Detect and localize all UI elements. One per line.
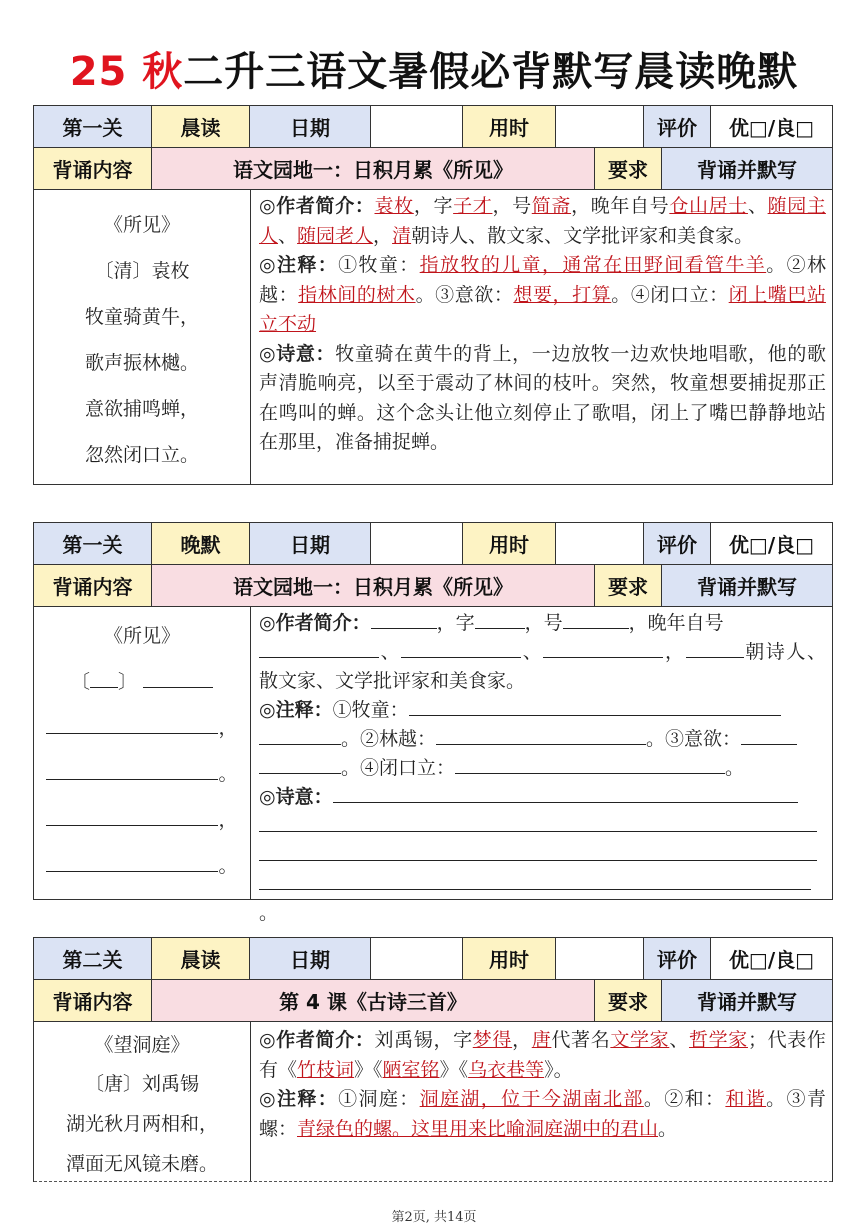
static-text: 。 xyxy=(259,902,279,924)
answer-text: 清 xyxy=(392,224,412,247)
static-text: 、 xyxy=(521,641,544,663)
time-field[interactable] xyxy=(556,106,644,147)
static-text: 朝诗人、散文家、文学批评家和美食家。 xyxy=(411,224,754,247)
recite-label: 背诵内容 xyxy=(34,980,152,1021)
static-text: ， xyxy=(218,809,238,831)
answer-text: 唐 xyxy=(531,1029,552,1051)
static-text: 。③意欲： xyxy=(415,283,514,306)
answer-text: 梦得 xyxy=(472,1029,513,1051)
static-text: 刘禹锡，字 xyxy=(374,1029,473,1051)
author-intro xyxy=(259,192,826,251)
poem-line: 湖光秋月两相和， xyxy=(65,1113,218,1135)
static-text: 代著名 xyxy=(551,1029,611,1051)
answer-text: 袁枚 xyxy=(374,195,414,217)
header-row xyxy=(34,938,832,980)
date-field[interactable] xyxy=(371,938,463,979)
fill-blank[interactable] xyxy=(741,725,797,745)
poem-title: 《所见》 xyxy=(103,214,180,236)
content-body xyxy=(34,1022,832,1182)
static-text: 、 xyxy=(669,1029,689,1051)
rating-options[interactable]: 优□/良□ xyxy=(711,938,832,979)
author-label: ◎作者简介： xyxy=(259,612,371,634)
answer-text: 文学家 xyxy=(610,1029,670,1051)
meaning-text: 牧童骑在黄牛的背上，一边放牧一边欢快地唱歌，他的歌声清脆响亮，以至于震动了林间的枝叶。突然，牧童想要捕捉那正在鸣叫的蝉。这个念头让他立刻停止了歌唱，闭上了嘴巴静静地站在那里，准备捕捉蝉。 xyxy=(259,342,826,453)
fill-blank[interactable] xyxy=(333,783,798,803)
answer-text: 指放牧的儿童，通常在田野间看管牛羊 xyxy=(419,254,767,276)
recite-label: 背诵内容 xyxy=(34,148,152,189)
time-field[interactable] xyxy=(556,523,644,564)
fill-blank[interactable] xyxy=(475,609,525,629)
static-text: 。 xyxy=(218,855,238,877)
static-text: ， xyxy=(218,717,238,739)
poem-dictation xyxy=(34,607,251,899)
answer-text: 乌衣巷等 xyxy=(468,1058,545,1081)
date-label: 日期 xyxy=(250,106,371,147)
section-2-evening-dictation xyxy=(33,522,833,924)
time-label: 用时 xyxy=(463,938,556,979)
answer-text: 指林间的树木 xyxy=(298,283,416,306)
static-text: ，号 xyxy=(492,195,532,217)
fill-blank[interactable] xyxy=(259,725,341,745)
fill-blank[interactable] xyxy=(46,852,218,872)
poem-text xyxy=(34,190,251,484)
rating-label: 评价 xyxy=(644,106,711,147)
fill-blank[interactable] xyxy=(371,609,437,629)
note-label: ◎注释： xyxy=(259,699,333,721)
note-label: ◎注释： xyxy=(259,1088,339,1110)
author-label: ◎作者简介： xyxy=(259,1029,375,1051)
time-label: 用时 xyxy=(463,106,556,147)
poem-line-blank xyxy=(34,797,250,843)
annotations xyxy=(259,1085,826,1144)
answer-text: 随园老人 xyxy=(297,224,374,247)
require-label: 要求 xyxy=(595,565,662,606)
require-label: 要求 xyxy=(595,980,662,1021)
fill-blank[interactable] xyxy=(563,609,629,629)
static-text: 。 xyxy=(658,1117,678,1140)
static-text: ，号 xyxy=(524,612,563,634)
answer-text: 子才 xyxy=(453,195,493,217)
static-text: 。②林越： xyxy=(259,254,826,306)
poem-title: 《所见》 xyxy=(103,625,180,647)
fill-blank[interactable] xyxy=(259,638,379,658)
recite-content: 语文园地一：日积月累《所见》 xyxy=(152,565,595,606)
rating-options[interactable]: 优□/良□ xyxy=(711,523,832,564)
static-text: ，晚年自号 xyxy=(628,612,724,634)
fill-blank[interactable] xyxy=(46,806,218,826)
poem-line-blank xyxy=(34,751,250,797)
poem-line: 意欲捕鸣蝉， xyxy=(84,398,199,420)
static-text: 》《 xyxy=(354,1058,383,1081)
answer-text: 和谐 xyxy=(725,1088,767,1110)
answer-text: 闭上嘴巴站立不动 xyxy=(259,283,826,335)
content-body xyxy=(34,607,832,924)
level-label: 第二关 xyxy=(34,938,152,979)
fill-blank[interactable] xyxy=(46,760,218,780)
poem-line: 牧童骑黄牛， xyxy=(84,306,199,328)
fill-blank[interactable] xyxy=(259,870,811,890)
fill-blank[interactable] xyxy=(259,754,341,774)
title-year: 25 秋 xyxy=(69,49,184,95)
fill-blank[interactable] xyxy=(259,841,817,861)
static-text: 。②和： xyxy=(643,1088,726,1110)
level-label: 第一关 xyxy=(34,106,152,147)
static-text: 、 xyxy=(379,641,402,663)
static-text: ①牧童： xyxy=(332,699,409,721)
static-text: 。④闭口立： xyxy=(611,283,729,306)
page-title xyxy=(0,44,868,100)
require-label: 要求 xyxy=(595,148,662,189)
date-label: 日期 xyxy=(250,938,371,979)
section-1-morning-reading xyxy=(33,105,833,485)
answer-text: 简斋 xyxy=(531,195,572,217)
answer-text: 青绿色的螺。这里用来比喻洞庭湖中的君山 xyxy=(297,1117,659,1140)
annotations xyxy=(259,251,826,340)
meaning-label: ◎诗意： xyxy=(259,786,333,808)
answer-text: 仓山居士 xyxy=(669,195,748,217)
poem-line-blank xyxy=(34,705,250,751)
static-text: ， xyxy=(512,1029,532,1051)
title-main: 二升三语文暑假必背默写晨读晚默 xyxy=(183,49,799,95)
fill-blank[interactable] xyxy=(90,668,118,688)
poem-title: 《望洞庭》 xyxy=(94,1034,190,1056)
poem-author-blank xyxy=(34,659,250,705)
poem-meaning xyxy=(259,783,826,928)
require-value: 背诵并默写 xyxy=(662,980,832,1021)
answer-text: 陋室铭 xyxy=(382,1058,440,1081)
fill-blank[interactable] xyxy=(259,812,817,832)
rating-options[interactable]: 优□/良□ xyxy=(711,106,832,147)
content-body xyxy=(34,190,832,484)
static-text: ， xyxy=(373,224,393,247)
header-row xyxy=(34,523,832,565)
static-text: 。④闭口立： xyxy=(341,757,456,779)
page-number: 第2页, 共14页 xyxy=(391,1210,477,1225)
poem-author: 〔清〕袁枚 xyxy=(94,260,190,282)
static-text: ，晚年自号 xyxy=(571,195,670,217)
content-row xyxy=(34,565,832,607)
fill-blank[interactable] xyxy=(401,638,521,658)
notes-panel xyxy=(251,1022,832,1181)
answer-text: 洞庭湖，位于今湖南北部 xyxy=(419,1088,644,1110)
static-text: 》。 xyxy=(544,1058,573,1081)
date-field[interactable] xyxy=(371,106,463,147)
poem-line: 潭面无风镜未磨。 xyxy=(65,1153,218,1175)
static-text: 、 xyxy=(278,224,298,247)
content-row xyxy=(34,980,832,1022)
annotations xyxy=(259,696,826,783)
static-text: ， xyxy=(663,641,686,663)
recite-label: 背诵内容 xyxy=(34,565,152,606)
date-label: 日期 xyxy=(250,523,371,564)
static-text: 〕 xyxy=(117,671,137,693)
time-field[interactable] xyxy=(556,938,644,979)
meaning-label: ◎诗意： xyxy=(259,342,336,365)
fill-blank[interactable] xyxy=(143,668,213,688)
static-text: ，字 xyxy=(413,195,454,217)
static-text: 、 xyxy=(747,195,768,217)
static-text: 。 xyxy=(725,757,745,779)
static-text: ①洞庭： xyxy=(338,1088,420,1110)
static-text: 。②林越： xyxy=(341,728,437,750)
static-text: ，字 xyxy=(436,612,475,634)
poem-text xyxy=(34,1022,251,1181)
notes-panel xyxy=(251,190,832,484)
poem-line-blank xyxy=(34,843,250,889)
author-label: ◎作者简介： xyxy=(259,195,375,217)
rating-label: 评价 xyxy=(644,938,711,979)
fill-blank[interactable] xyxy=(543,638,663,658)
static-text: 。 xyxy=(218,763,238,785)
require-value: 背诵并默写 xyxy=(662,148,832,189)
author-intro xyxy=(259,1026,826,1085)
content-row xyxy=(34,148,832,190)
recite-content: 语文园地一：日积月累《所见》 xyxy=(152,148,595,189)
static-text: 。③青螺： xyxy=(259,1088,826,1140)
mode-label: 晨读 xyxy=(152,938,250,979)
notes-panel xyxy=(251,607,832,924)
static-text: ；代表作有《 xyxy=(259,1029,826,1081)
note-label: ◎注释： xyxy=(259,254,339,276)
mode-label: 晚默 xyxy=(152,523,250,564)
answer-text: 竹枝词 xyxy=(297,1058,355,1081)
level-label: 第一关 xyxy=(34,523,152,564)
time-label: 用时 xyxy=(463,523,556,564)
header-row xyxy=(34,106,832,148)
static-text: 朝诗人、散文家、文学批评家和美食家。 xyxy=(259,641,826,692)
fill-blank[interactable] xyxy=(46,714,218,734)
require-value: 背诵并默写 xyxy=(662,565,832,606)
answer-text: 哲学家 xyxy=(688,1029,748,1051)
fill-blank[interactable] xyxy=(436,725,646,745)
answer-text: 想要，打算 xyxy=(513,283,612,306)
poem-line: 歌声振林樾。 xyxy=(84,352,199,374)
poem-line: 忽然闭口立。 xyxy=(84,444,199,466)
mode-label: 晨读 xyxy=(152,106,250,147)
fill-blank[interactable] xyxy=(409,696,781,716)
fill-blank[interactable] xyxy=(455,754,725,774)
recite-content: 第 4 课《古诗三首》 xyxy=(152,980,595,1021)
static-text: 》《 xyxy=(439,1058,469,1081)
answer-text: 随园主人 xyxy=(259,195,826,247)
date-field[interactable] xyxy=(371,523,463,564)
rating-label: 评价 xyxy=(644,523,711,564)
fill-blank[interactable] xyxy=(686,638,744,658)
static-text: 〔 xyxy=(70,671,90,693)
author-intro xyxy=(259,609,826,696)
section-3-morning-reading xyxy=(33,937,833,1182)
static-text: ①牧童： xyxy=(338,254,420,276)
static-text: 。③意欲： xyxy=(646,728,742,750)
poem-meaning xyxy=(259,340,826,458)
poem-author: 〔唐〕刘禹锡 xyxy=(84,1073,199,1095)
